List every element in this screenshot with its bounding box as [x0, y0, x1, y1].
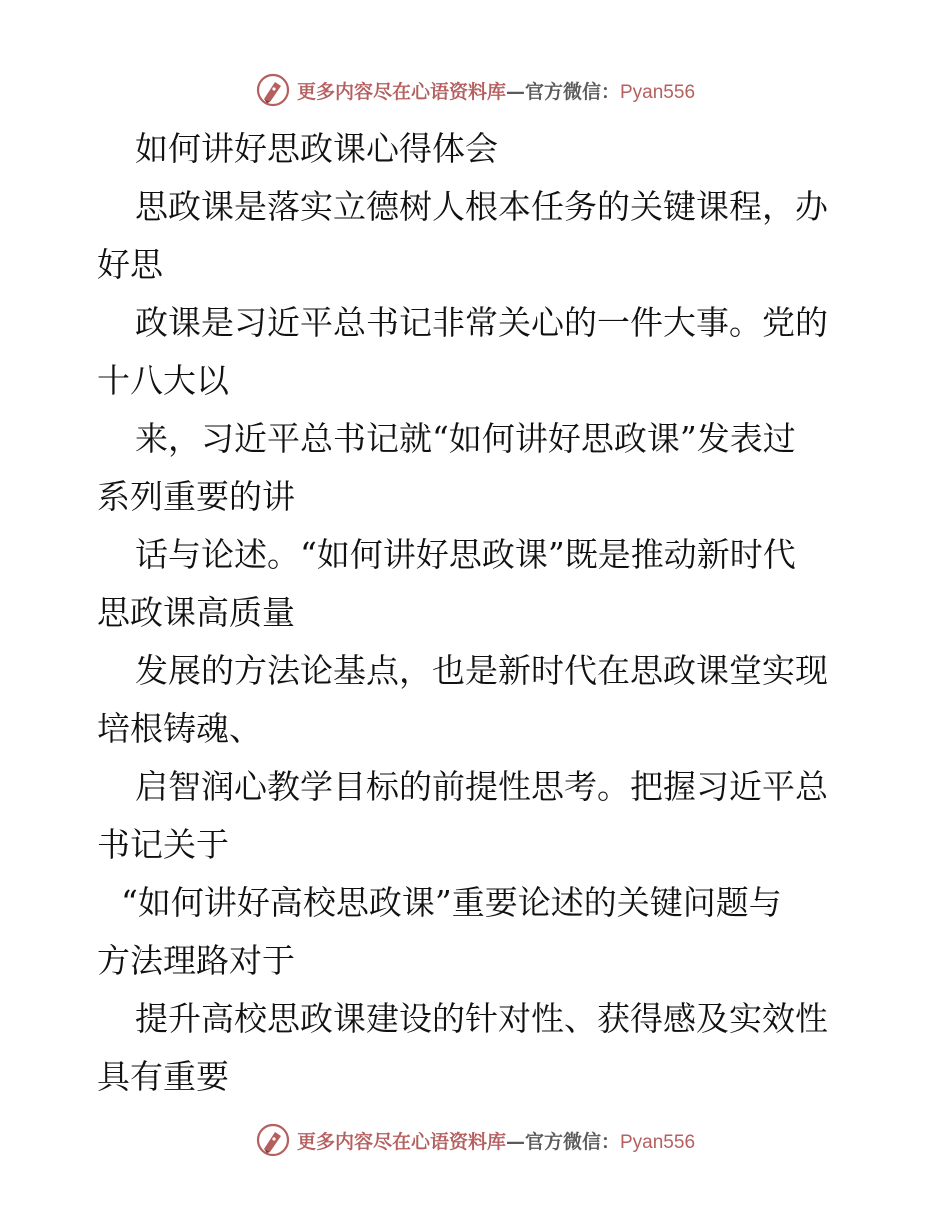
text-line: 具有重要	[97, 1057, 229, 1096]
text-line: 十八大以	[97, 361, 229, 400]
banner-wechat-id: Pyan556	[620, 1131, 696, 1153]
text-line: 思政课是落实立德树人根本任务的关键课程，办	[135, 187, 828, 226]
pen-nib-icon	[255, 72, 291, 108]
document-body	[97, 120, 857, 1106]
text-line: 系列重要的讲	[97, 477, 295, 516]
text-line: 启智润心教学目标的前提性思考。把握习近平总	[135, 767, 828, 806]
banner-site-text: 更多内容尽在心语资料库	[296, 1130, 506, 1153]
text-line: 提升高校思政课建设的针对性、获得感及实效性	[135, 999, 828, 1038]
banner-text	[297, 77, 695, 104]
document-title: 如何讲好思政课心得体会	[135, 129, 498, 168]
text-line: 好思	[97, 245, 163, 284]
banner-dash: —	[505, 80, 525, 103]
text-line: 来，习近平总书记就“如何讲好思政课”发表过	[135, 419, 796, 458]
banner-wechat-label: 官方微信：	[524, 1130, 620, 1153]
text-line: 政课是习近平总书记非常关心的一件大事。党的	[135, 303, 828, 342]
text-line: 方法理路对于	[97, 941, 295, 980]
banner-wechat-id: Pyan556	[620, 81, 696, 103]
pen-nib-icon	[255, 1122, 291, 1158]
text-line: 发展的方法论基点，也是新时代在思政课堂实现	[135, 651, 828, 690]
banner-text	[297, 1127, 695, 1154]
text-line: 话与论述。“如何讲好思政课”既是推动新时代	[135, 535, 796, 574]
footer-watermark-banner	[0, 1120, 950, 1160]
header-watermark-banner	[0, 70, 950, 110]
banner-dash: —	[505, 1130, 525, 1153]
banner-wechat-label: 官方微信：	[524, 80, 620, 103]
text-line: 思政课高质量	[97, 593, 295, 632]
text-line: 培根铸魂、	[97, 709, 262, 748]
banner-site-text: 更多内容尽在心语资料库	[296, 80, 506, 103]
text-line: “如何讲好高校思政课”重要论述的关键问题与	[121, 883, 782, 922]
text-line: 书记关于	[97, 825, 229, 864]
